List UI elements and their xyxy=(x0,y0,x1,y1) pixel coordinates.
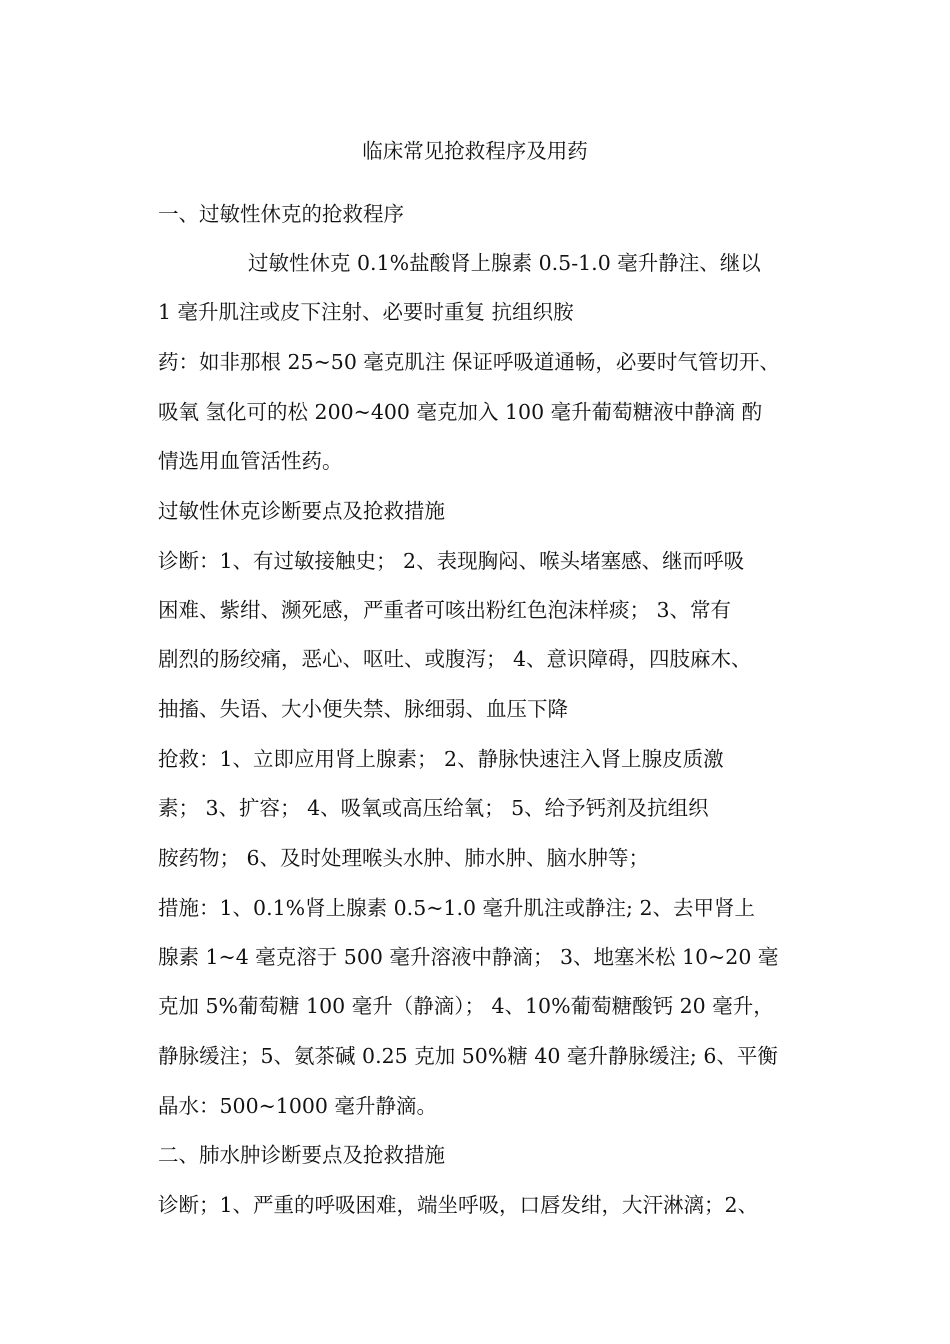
paragraph-line: 抽搐、失语、大小便失禁、脉细弱、血压下降 xyxy=(158,697,568,721)
paragraph-line: 胺药物； 6、及时处理喉头水肿、肺水肿、脑水肿等； xyxy=(158,846,650,870)
paragraph-line: 吸氧 氢化可的松 200~400 毫克加入 100 毫升葡萄糖液中静滴 酌 xyxy=(158,400,763,424)
paragraph-line: 药：如非那根 25~50 毫克肌注 保证呼吸道通畅，必要时气管切开、 xyxy=(158,350,780,374)
paragraph-line: 诊断；1、严重的呼吸困难，端坐呼吸，口唇发绀，大汗淋漓；2、 xyxy=(158,1193,759,1217)
paragraph-line: 剧烈的肠绞痛，恶心、呕吐、或腹泻； 4、意识障碍，四肢麻木、 xyxy=(158,647,752,671)
paragraph-line: 腺素 1~4 毫克溶于 500 毫升溶液中静滴； 3、地塞米松 10~20 毫 xyxy=(158,945,779,969)
paragraph-line: 诊断：1、有过敏接触史； 2、表现胸闷、喉头堵塞感、继而呼吸 xyxy=(158,549,745,573)
paragraph-line: 困难、紫绀、濒死感，严重者可咳出粉红色泡沫样痰； 3、常有 xyxy=(158,598,732,622)
document-title: 临床常见抢救程序及用药 xyxy=(362,139,588,163)
paragraph-line: 素； 3、扩容； 4、吸氧或高压给氧； 5、给予钙剂及抗组织 xyxy=(158,796,709,820)
paragraph-line: 过敏性休克 0.1%盐酸肾上腺素 0.5-1.0 毫升静注、继以 xyxy=(248,251,761,275)
paragraph-line: 情选用血管活性药。 xyxy=(158,449,343,473)
paragraph-line: 晶水：500~1000 毫升静滴。 xyxy=(158,1094,437,1118)
paragraph-line: 措施：1、0.1%肾上腺素 0.5~1.0 毫升肌注或静注; 2、去甲肾上 xyxy=(158,896,756,920)
paragraph-line: 静脉缓注；5、氨茶碱 0.25 克加 50%糖 40 毫升静脉缓注; 6、平衡 xyxy=(158,1044,778,1068)
paragraph-line: 克加 5%葡萄糖 100 毫升（静滴）； 4、10%葡萄糖酸钙 20 毫升， xyxy=(158,994,774,1018)
paragraph-line: 1 毫升肌注或皮下注射、必要时重复 抗组织胺 xyxy=(158,300,574,324)
section-heading: 二、肺水肿诊断要点及抢救措施 xyxy=(158,1143,445,1167)
section-heading: 一、过敏性休克的抢救程序 xyxy=(158,202,404,226)
section-heading: 过敏性休克诊断要点及抢救措施 xyxy=(158,499,445,523)
paragraph-line: 抢救：1、立即应用肾上腺素； 2、静脉快速注入肾上腺皮质激 xyxy=(158,747,724,771)
